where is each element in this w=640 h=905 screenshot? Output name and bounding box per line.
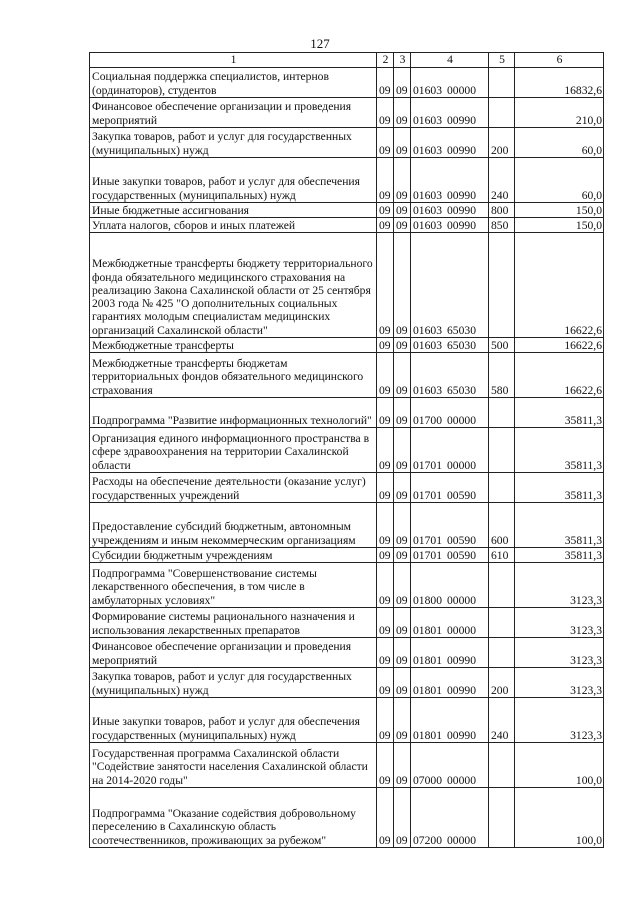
section-code-cell: 09 (377, 638, 394, 668)
subsection-code-cell: 09 (394, 743, 411, 788)
amount-cell: 35811,3 (515, 428, 604, 473)
subsection-code-cell: 09 (394, 668, 411, 698)
subsection-code-cell: 09 (394, 503, 411, 548)
header-cell: 5 (489, 53, 515, 68)
expense-type-cell (489, 233, 515, 338)
amount-cell: 3123,3 (515, 563, 604, 608)
expense-type-cell (489, 68, 515, 98)
amount-cell: 35811,3 (515, 398, 604, 428)
amount-cell: 16622,6 (515, 338, 604, 353)
program-code: 01603 (413, 83, 442, 97)
table-row (90, 608, 604, 638)
subsection-code-cell: 09 (394, 563, 411, 608)
target-article-cell (411, 608, 489, 638)
amount-cell: 16832,6 (515, 68, 604, 98)
expense-type-cell (489, 398, 515, 428)
target-article-cell (411, 548, 489, 563)
section-code-cell: 09 (377, 503, 394, 548)
amount-cell: 3123,3 (515, 608, 604, 638)
header-cell: 2 (377, 53, 394, 68)
direction-code: 00990 (447, 188, 476, 202)
target-article-cell (411, 698, 489, 743)
section-code-cell: 09 (377, 203, 394, 218)
expense-type-cell (489, 98, 515, 128)
program-code: 01801 (413, 623, 442, 637)
subsection-code-cell: 09 (394, 473, 411, 503)
expense-name-cell: Расходы на обеспечение деятельности (оказание услуг) государственных учреждений (90, 473, 377, 503)
program-code: 01603 (413, 218, 442, 232)
table-row (90, 128, 604, 158)
amount-cell: 35811,3 (515, 473, 604, 503)
expense-type-cell: 240 (489, 158, 515, 203)
target-article-cell (411, 563, 489, 608)
table-row (90, 398, 604, 428)
budget-table (89, 52, 604, 848)
expense-name-cell: Закупка товаров, работ и услуг для государственных (муниципальных) нужд (90, 128, 377, 158)
target-article-cell (411, 128, 489, 158)
expense-type-cell (489, 743, 515, 788)
section-code-cell: 09 (377, 563, 394, 608)
target-article-cell (411, 353, 489, 398)
target-article-cell (411, 68, 489, 98)
subsection-code-cell: 09 (394, 203, 411, 218)
program-code: 01603 (413, 143, 442, 157)
expense-name-cell: Финансовое обеспечение организации и проведения мероприятий (90, 98, 377, 128)
amount-cell: 60,0 (515, 158, 604, 203)
expense-type-cell: 850 (489, 218, 515, 233)
subsection-code-cell: 09 (394, 698, 411, 743)
direction-code: 00590 (447, 488, 476, 502)
expense-type-cell: 580 (489, 353, 515, 398)
expense-name-cell: Предоставление субсидий бюджетным, автономным учреждениям и иным некоммерческим организациям (90, 503, 377, 548)
section-code-cell: 09 (377, 548, 394, 563)
subsection-code-cell: 09 (394, 338, 411, 353)
expense-type-cell (489, 638, 515, 668)
header-cell: 1 (90, 53, 377, 68)
section-code-cell: 09 (377, 473, 394, 503)
section-code-cell: 09 (377, 743, 394, 788)
expense-name-cell: Межбюджетные трансферты бюджетам территориальных фондов обязательного медицинского страхования (90, 353, 377, 398)
subsection-code-cell: 09 (394, 158, 411, 203)
target-article-cell (411, 473, 489, 503)
section-code-cell: 09 (377, 353, 394, 398)
target-article-cell (411, 788, 489, 848)
direction-code: 00000 (447, 413, 476, 427)
expense-type-cell: 200 (489, 128, 515, 158)
header-cell: 4 (411, 53, 489, 68)
target-article-cell (411, 503, 489, 548)
expense-name-cell: Иные бюджетные ассигнования (90, 203, 377, 218)
expense-name-cell: Иные закупки товаров, работ и услуг для обеспечения государственных (муниципальных) нужд (90, 698, 377, 743)
subsection-code-cell: 09 (394, 788, 411, 848)
section-code-cell: 09 (377, 128, 394, 158)
direction-code: 00000 (447, 623, 476, 637)
amount-cell: 210,0 (515, 98, 604, 128)
section-code-cell: 09 (377, 98, 394, 128)
direction-code: 00590 (447, 548, 476, 562)
program-code: 01603 (413, 383, 442, 397)
expense-name-cell: Формирование системы рационального назначения и использования лекарственных препаратов (90, 608, 377, 638)
target-article-cell (411, 743, 489, 788)
expense-type-cell (489, 428, 515, 473)
expense-type-cell: 600 (489, 503, 515, 548)
program-code: 01603 (413, 338, 442, 352)
table-row (90, 203, 604, 218)
target-article-cell (411, 218, 489, 233)
target-article-cell (411, 428, 489, 473)
section-code-cell: 09 (377, 608, 394, 638)
header-cell: 6 (515, 53, 604, 68)
program-code: 01603 (413, 188, 442, 202)
expense-type-cell (489, 563, 515, 608)
target-article-cell (411, 233, 489, 338)
target-article-cell (411, 203, 489, 218)
table-row (90, 473, 604, 503)
subsection-code-cell: 09 (394, 428, 411, 473)
target-article-cell (411, 158, 489, 203)
target-article-cell (411, 638, 489, 668)
expense-type-cell: 800 (489, 203, 515, 218)
section-code-cell: 09 (377, 428, 394, 473)
amount-cell: 35811,3 (515, 503, 604, 548)
table-row (90, 338, 604, 353)
amount-cell: 150,0 (515, 218, 604, 233)
direction-code: 65030 (447, 338, 476, 352)
amount-cell: 35811,3 (515, 548, 604, 563)
expense-type-cell (489, 608, 515, 638)
table-row (90, 698, 604, 743)
section-code-cell: 09 (377, 398, 394, 428)
page-number: 127 (310, 36, 330, 51)
direction-code: 00990 (447, 728, 476, 742)
expense-name-cell: Организация единого информационного пространства в сфере здравоохранения на территории Сахалинской области (90, 428, 377, 473)
expense-name-cell: Социальная поддержка специалистов, интернов (ординаторов), студентов (90, 68, 377, 98)
expense-name-cell: Межбюджетные трансферты бюджету территориального фонда обязательного медицинского страхования на реализацию Закона Сахалинской области от 25 сентября 2003 года № 425 "О дополнительных социальных гарантиях молодым специалистам медицинских организаций Сахалинской области" (90, 233, 377, 338)
direction-code: 00990 (447, 143, 476, 157)
program-code: 01701 (413, 533, 442, 547)
subsection-code-cell: 09 (394, 548, 411, 563)
program-code: 07000 (413, 773, 442, 787)
direction-code: 00590 (447, 533, 476, 547)
amount-cell: 16622,6 (515, 233, 604, 338)
direction-code: 00990 (447, 218, 476, 232)
target-article-cell (411, 398, 489, 428)
program-code: 01603 (413, 203, 442, 217)
subsection-code-cell: 09 (394, 398, 411, 428)
direction-code: 65030 (447, 323, 476, 337)
direction-code: 00990 (447, 203, 476, 217)
amount-cell: 3123,3 (515, 698, 604, 743)
expense-name-cell: Подпрограмма "Развитие информационных технологий" (90, 398, 377, 428)
table-row (90, 98, 604, 128)
expense-type-cell: 610 (489, 548, 515, 563)
table-row (90, 233, 604, 338)
table-row (90, 788, 604, 848)
header-row (90, 53, 604, 68)
amount-cell: 16622,6 (515, 353, 604, 398)
expense-name-cell: Подпрограмма "Совершенствование системы лекарственного обеспечения, в том числе в амбулаторных условиях" (90, 563, 377, 608)
expense-type-cell: 240 (489, 698, 515, 743)
program-code: 01701 (413, 548, 442, 562)
table-row (90, 668, 604, 698)
section-code-cell: 09 (377, 68, 394, 98)
direction-code: 00000 (447, 773, 476, 787)
subsection-code-cell: 09 (394, 98, 411, 128)
expense-name-cell: Межбюджетные трансферты (90, 338, 377, 353)
amount-cell: 150,0 (515, 203, 604, 218)
program-code: 01801 (413, 728, 442, 742)
expense-name-cell: Уплата налогов, сборов и иных платежей (90, 218, 377, 233)
amount-cell: 100,0 (515, 743, 604, 788)
expense-name-cell: Субсидии бюджетным учреждениям (90, 548, 377, 563)
expense-type-cell (489, 473, 515, 503)
amount-cell: 60,0 (515, 128, 604, 158)
amount-cell: 3123,3 (515, 638, 604, 668)
program-code: 01701 (413, 488, 442, 502)
table-row (90, 743, 604, 788)
section-code-cell: 09 (377, 788, 394, 848)
target-article-cell (411, 338, 489, 353)
table-row (90, 353, 604, 398)
table-row (90, 428, 604, 473)
direction-code: 00990 (447, 683, 476, 697)
target-article-cell (411, 98, 489, 128)
table-row (90, 563, 604, 608)
target-article-cell (411, 668, 489, 698)
direction-code: 00000 (447, 833, 476, 847)
direction-code: 00990 (447, 113, 476, 127)
expense-name-cell: Иные закупки товаров, работ и услуг для обеспечения государственных (муниципальных) нужд (90, 158, 377, 203)
amount-cell: 100,0 (515, 788, 604, 848)
table-body (90, 68, 604, 848)
section-code-cell: 09 (377, 233, 394, 338)
section-code-cell: 09 (377, 158, 394, 203)
expense-type-cell (489, 788, 515, 848)
section-code-cell: 09 (377, 218, 394, 233)
direction-code: 00000 (447, 593, 476, 607)
expense-name-cell: Финансовое обеспечение организации и проведения мероприятий (90, 638, 377, 668)
subsection-code-cell: 09 (394, 353, 411, 398)
section-code-cell: 09 (377, 668, 394, 698)
table-row (90, 548, 604, 563)
table-row (90, 638, 604, 668)
subsection-code-cell: 09 (394, 233, 411, 338)
expense-type-cell: 500 (489, 338, 515, 353)
expense-name-cell: Государственная программа Сахалинской области "Содействие занятости населения Сахалинской области на 2014-2020 годы" (90, 743, 377, 788)
table-row (90, 503, 604, 548)
direction-code: 65030 (447, 383, 476, 397)
subsection-code-cell: 09 (394, 68, 411, 98)
header-cell: 3 (394, 53, 411, 68)
program-code: 01603 (413, 323, 442, 337)
section-code-cell: 09 (377, 698, 394, 743)
section-code-cell: 09 (377, 338, 394, 353)
subsection-code-cell: 09 (394, 128, 411, 158)
amount-cell: 3123,3 (515, 668, 604, 698)
subsection-code-cell: 09 (394, 638, 411, 668)
subsection-code-cell: 09 (394, 608, 411, 638)
program-code: 01700 (413, 413, 442, 427)
table-row (90, 218, 604, 233)
direction-code: 00000 (447, 458, 476, 472)
expense-name-cell: Закупка товаров, работ и услуг для государственных (муниципальных) нужд (90, 668, 377, 698)
subsection-code-cell: 09 (394, 218, 411, 233)
expense-type-cell: 200 (489, 668, 515, 698)
program-code: 07200 (413, 833, 442, 847)
expense-name-cell: Подпрограмма "Оказание содействия добровольному переселению в Сахалинскую область соотечественников, проживающих за рубежом" (90, 788, 377, 848)
direction-code: 00990 (447, 653, 476, 667)
program-code: 01801 (413, 653, 442, 667)
table-row (90, 158, 604, 203)
program-code: 01800 (413, 593, 442, 607)
program-code: 01801 (413, 683, 442, 697)
program-code: 01701 (413, 458, 442, 472)
table-row (90, 68, 604, 98)
program-code: 01603 (413, 113, 442, 127)
direction-code: 00000 (447, 83, 476, 97)
